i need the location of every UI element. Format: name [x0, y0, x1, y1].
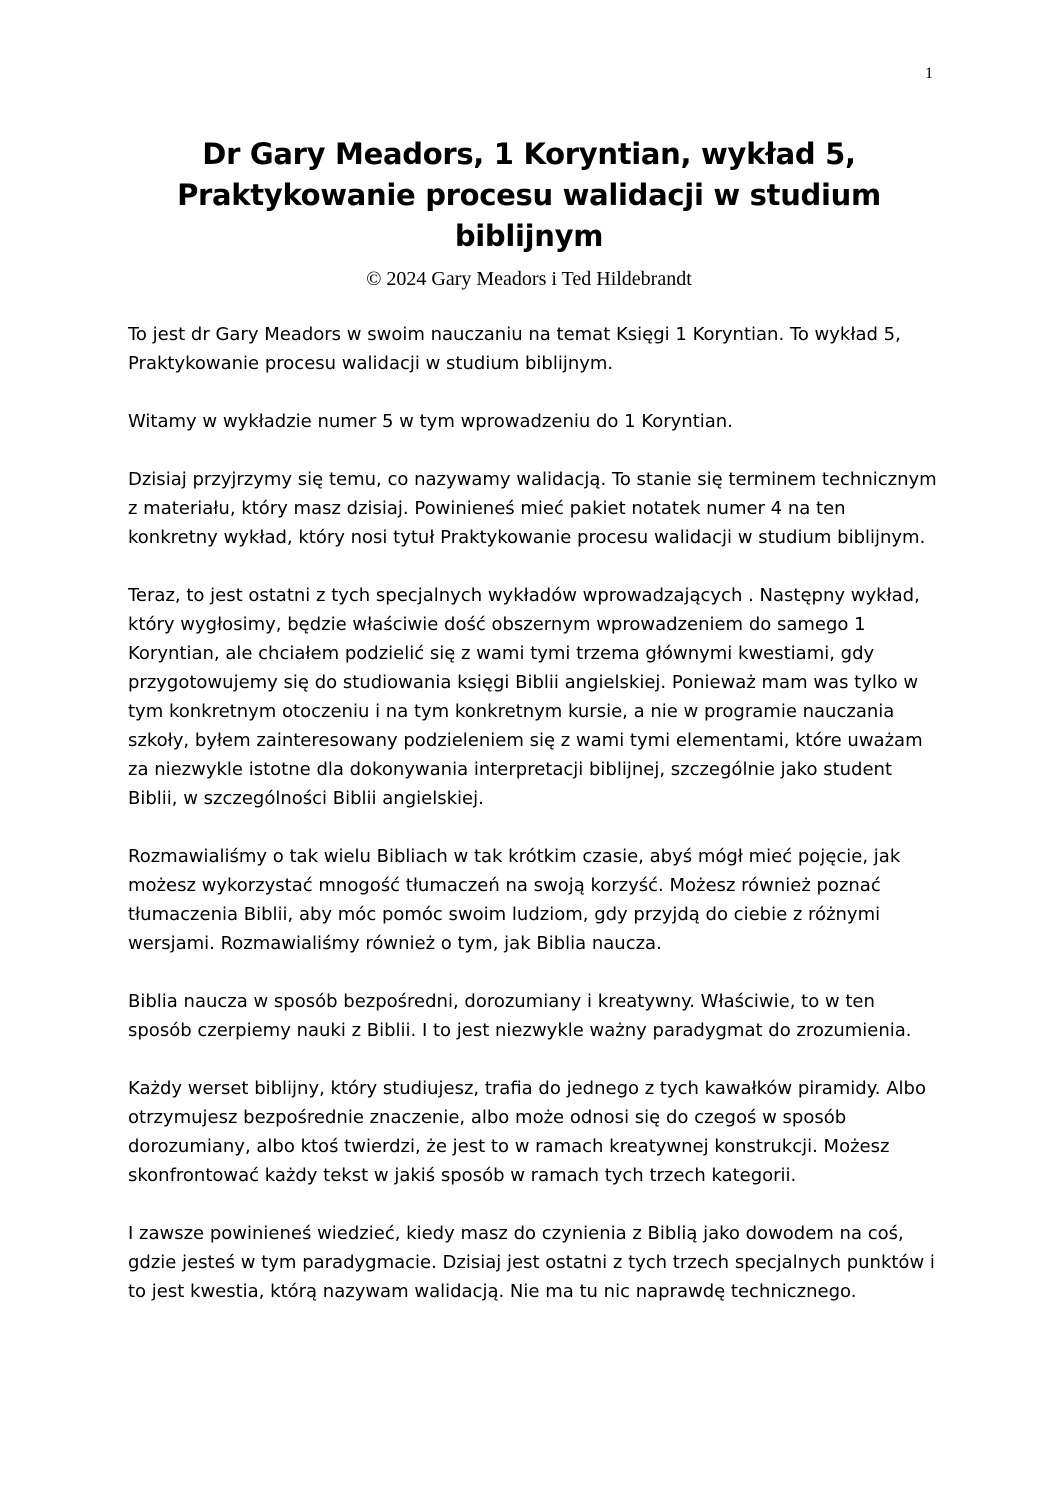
paragraph-translations: Rozmawialiśmy o tak wielu Bibliach w tak krótkim czasie, abyś mógł mieć pojęcie, jak możesz wykorzystać mnogość tłumaczeń na swoją korzyść. Możesz również poznać tłumaczenia Biblii, aby móc pomóc swoim ludziom, gdy przyjdą do ciebie z różnymi wersjami. Rozmawialiśmy również o tym, jak Biblia naucza. — [128, 846, 901, 954]
document-body — [128, 320, 940, 1335]
paragraph-last-lecture: Teraz, to jest ostatni z tych specjalnych wykładów wprowadzających . Następny wykład, który wygłosimy, będzie właściwie dość obszernym wprowadzeniem do samego 1 Koryntian, ale chciałem podzielić się z wami tymi trzema głównymi kwestiami, gdy przygotowujemy się do studiowania księgi Biblii angielskiej. Ponieważ mam was tylko w tym konkretnym otoczeniu i na tym konkretnym kursie, a nie w programie nauczania szkoły, byłem zainteresowany podzieleniem się z wami tymi elementami, które uważam za niezwykle istotne dla dokonywania interpretacji biblijnej, szczególnie jako student Biblii, w szczególności Biblii angielskiej. — [128, 585, 923, 809]
document-title: Dr Gary Meadors, 1 Koryntian, wykład 5, Praktykowanie procesu walidacji w studium biblijnym — [177, 137, 881, 253]
paragraph-paradigm: I zawsze powinieneś wiedzieć, kiedy masz do czynienia z Biblią jako dowodem na coś, gdzie jesteś w tym paradygmacie. Dzisiaj jest ostatni z tych trzech specjalnych punktów i to jest kwestia, którą nazywam walidacją. Nie ma tu nic naprawdę technicznego. — [128, 1223, 935, 1302]
paragraph-pyramid: Każdy werset biblijny, który studiujesz, trafia do jednego z tych kawałków piramidy. Albo otrzymujesz bezpośrednie znaczenie, albo może odnosi się do czegoś w sposób dorozumiany, albo ktoś twierdzi, że jest to w ramach kreatywnej konstrukcji. Możesz skonfrontować każdy tekst w jakiś sposób w ramach tych trzech kategorii. — [128, 1078, 926, 1186]
paragraph-intro: To jest dr Gary Meadors w swoim nauczaniu na temat Księgi 1 Koryntian. To wykład 5, Praktykowanie procesu walidacji w studium biblijnym. — [128, 324, 901, 374]
copyright-line: © 2024 Gary Meadors i Ted Hildebrandt — [366, 268, 692, 290]
paragraph-bible-teaches: Biblia naucza w sposób bezpośredni, dorozumiany i kreatywny. Właściwie, to w ten sposób czerpiemy nauki z Biblii. I to jest niezwykle ważny paradygmat do zrozumienia. — [128, 991, 912, 1041]
paragraph-validation: Dzisiaj przyjrzymy się temu, co nazywamy walidacją. To stanie się terminem technicznym z materiału, który masz dzisiaj. Powinieneś mieć pakiet notatek numer 4 na ten konkretny wykład, który nosi tytuł Praktykowanie procesu walidacji w studium biblijnym. — [128, 469, 937, 548]
page-number: 1 — [925, 65, 933, 82]
paragraph-welcome: Witamy w wykładzie numer 5 w tym wprowadzeniu do 1 Koryntian. — [128, 411, 733, 432]
